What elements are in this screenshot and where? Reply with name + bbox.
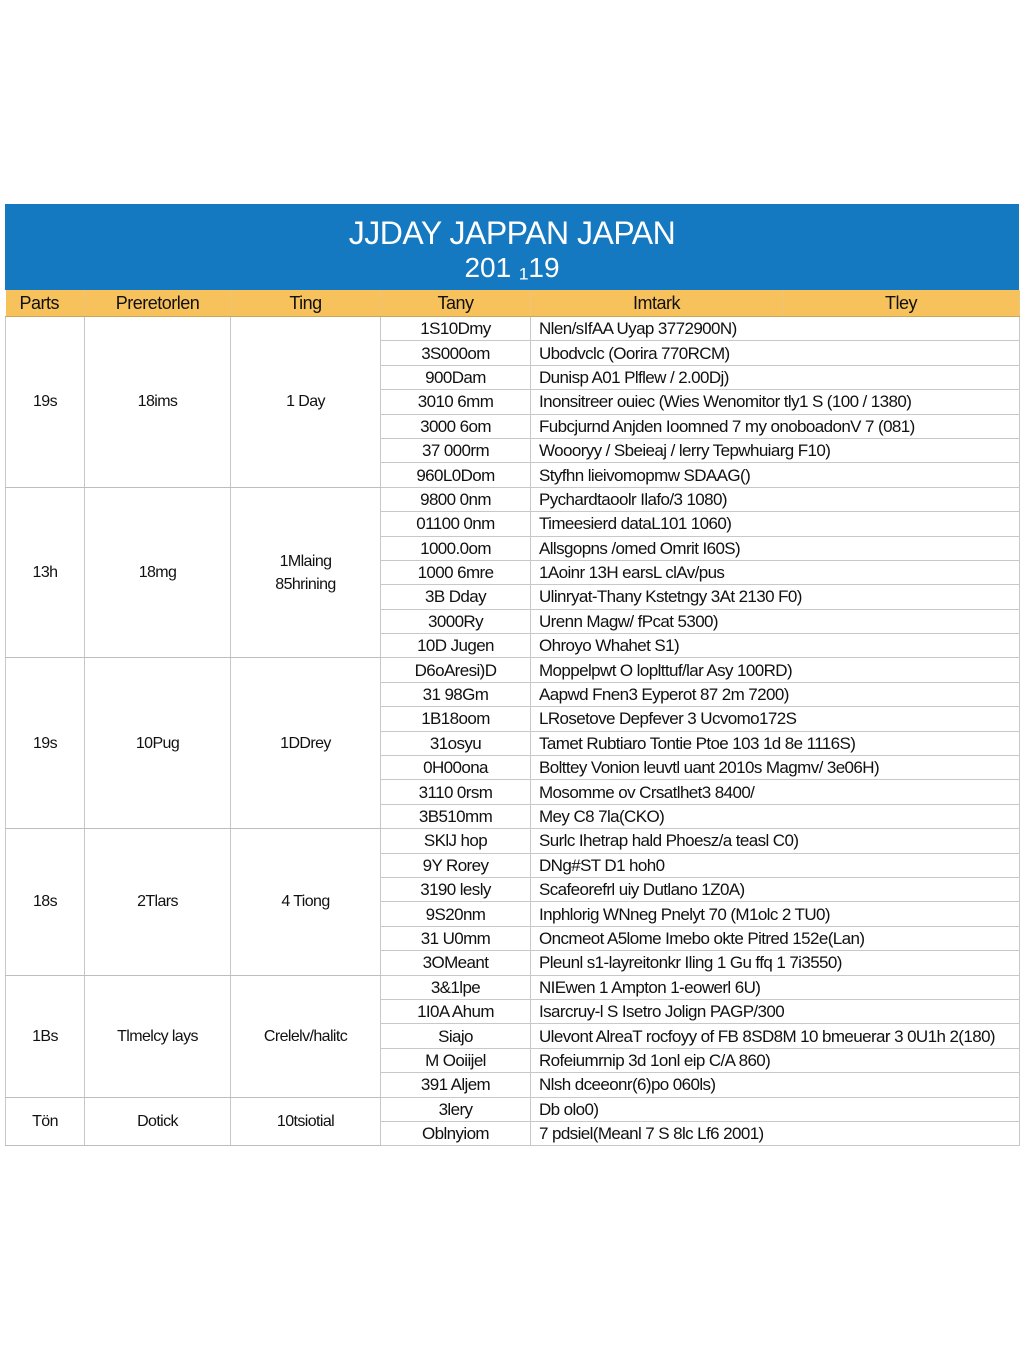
group-ting-line: 10tsiotial — [276, 1112, 335, 1130]
info-cell: Timeesierd dataL101 1060) — [531, 512, 1020, 536]
info-cell: Woooryy / Sbeieaj / lerry Tepwhuiarg F10) — [531, 438, 1020, 462]
info-cell: Pleunl s1-layreitonkr Iling 1 Gu ffq 1 7i3550) — [531, 951, 1020, 975]
time-cell: 31osyu — [381, 731, 531, 755]
time-cell: 1B18oom — [381, 707, 531, 731]
time-cell: 9S20nm — [381, 902, 531, 926]
time-cell: 31 U0mm — [381, 926, 531, 950]
table-row — [6, 658, 1020, 682]
table-body — [6, 317, 1020, 1146]
time-cell: 3000 6om — [381, 414, 531, 438]
info-cell: NIEwen 1 Ampton 1-eowerl 6U) — [531, 975, 1020, 999]
group-part-cell: Tön — [6, 1097, 85, 1146]
time-cell: 37 000rm — [381, 438, 531, 462]
time-cell: Oblnyiom — [381, 1121, 531, 1145]
time-cell: 3B Dday — [381, 585, 531, 609]
table-row — [6, 1097, 1020, 1121]
table-header-row — [6, 290, 1020, 317]
info-cell: Fubcjurnd Anjden Ioomned 7 my onoboadonV 7 (081) — [531, 414, 1020, 438]
time-cell: 9Y Rorey — [381, 853, 531, 877]
table-row — [6, 487, 1020, 511]
time-cell: 3000Ry — [381, 609, 531, 633]
info-cell: Styfhn lieivomopmw SDAAG() — [531, 463, 1020, 487]
info-cell: DNg#ST D1 hoh0 — [531, 853, 1020, 877]
time-cell: 3110 0rsm — [381, 780, 531, 804]
time-cell: 9800 0nm — [381, 487, 531, 511]
info-cell: Ulevont AlreaT rocfoyy of FB 8SD8M 10 bmeuerar 3 0U1h 2(180) — [531, 1024, 1020, 1048]
time-cell: 3&1lpe — [381, 975, 531, 999]
group-ting-cell — [231, 317, 381, 488]
group-part-cell: 18s — [6, 829, 85, 975]
time-cell: D6oAresi)D — [381, 658, 531, 682]
time-cell: 3010 6mm — [381, 390, 531, 414]
group-ting-line: 4 Tiong — [281, 893, 330, 911]
schedule-table — [5, 290, 1020, 1146]
info-cell: Isarcruy-l S Isetro Jolign PAGP/300 — [531, 999, 1020, 1023]
time-cell: SKlJ hop — [381, 829, 531, 853]
time-cell: 3B510mm — [381, 804, 531, 828]
info-cell: Aapwd Fnen3 Eyperot 87 2m 7200) — [531, 682, 1020, 706]
group-ting-cell — [231, 658, 381, 829]
time-cell: 1000.0om — [381, 536, 531, 560]
group-part-cell: 13h — [6, 487, 85, 658]
info-cell: Rofeiumrnip 3d 1onl eip C/A 860) — [531, 1048, 1020, 1072]
group-plan-cell: 2Tlars — [85, 829, 231, 975]
table-row — [6, 829, 1020, 853]
table-row — [6, 975, 1020, 999]
page-year: 201 ₁19 — [464, 252, 560, 283]
info-cell: Ohroyo Whahet S1) — [531, 634, 1020, 658]
info-cell: Inphlorig WNneg Pnelyt 70 (M1olc 2 TU0) — [531, 902, 1020, 926]
table-row — [6, 317, 1020, 341]
page-title: JJDAY JAPPAN JAPAN — [348, 215, 676, 251]
info-cell: Tamet Rubtiaro Tontie Ptoe 103 1d 8e 1116S) — [531, 731, 1020, 755]
column-header-tley: Tley — [783, 290, 1020, 317]
info-cell: Oncmeot A5lome Imebo okte Pitred 152e(Lan) — [531, 926, 1020, 950]
group-plan-cell: Tlmelcy lays — [85, 975, 231, 1097]
info-cell: Mey C8 7la(CKO) — [531, 804, 1020, 828]
time-cell: 3OMeant — [381, 951, 531, 975]
group-plan-cell: 18mg — [85, 487, 231, 658]
group-ting-line: 85hrining — [275, 575, 336, 593]
info-cell: Allsgopns /omed Omrit I60S) — [531, 536, 1020, 560]
group-ting-line: 1Mlaing — [279, 552, 332, 570]
info-cell: Inonsitreer ouiec (Wies Wenomitor tly1 S (100 / 1380) — [531, 390, 1020, 414]
time-cell: 1000 6mre — [381, 560, 531, 584]
group-part-cell: 19s — [6, 317, 85, 488]
info-cell: Ubodvclc (Oorira 770RCM) — [531, 341, 1020, 365]
info-cell: Mosomme ov Crsatlhet3 8400/ — [531, 780, 1020, 804]
group-ting-line: Crelelv/halitc — [263, 1027, 348, 1045]
info-cell: Surlc Ihetrap hald Phoesz/a teasl C0) — [531, 829, 1020, 853]
time-cell: 900Dam — [381, 365, 531, 389]
group-ting-line: 1 Day — [286, 393, 325, 411]
group-ting-cell — [231, 1097, 381, 1146]
info-cell: LRosetove Depfever 3 Ucvomo172S — [531, 707, 1020, 731]
info-cell: Bolttey Vonion leuvtl uant 2010s Magmv/ 3e06H) — [531, 756, 1020, 780]
group-ting-cell — [231, 975, 381, 1097]
info-cell: Moppelpwt O loplttuf/lar Asy 100RD) — [531, 658, 1020, 682]
column-header-info: Imtark — [531, 290, 783, 317]
group-part-cell: 19s — [6, 658, 85, 829]
time-cell: 391 Aljem — [381, 1073, 531, 1097]
time-cell: 3lery — [381, 1097, 531, 1121]
info-cell: Db olo0) — [531, 1097, 1020, 1121]
column-header-parts: Parts — [6, 290, 85, 317]
schedule-document — [5, 204, 1019, 1146]
group-plan-cell: Dotick — [85, 1097, 231, 1146]
group-ting-cell — [231, 829, 381, 975]
column-header-ting: Ting — [231, 290, 381, 317]
title-banner — [5, 204, 1019, 290]
group-ting-cell — [231, 487, 381, 658]
column-header-time: Tany — [381, 290, 531, 317]
time-cell: 3190 lesly — [381, 877, 531, 901]
time-cell: 0H00ona — [381, 756, 531, 780]
time-cell: 1S10Dmy — [381, 317, 531, 341]
info-cell: Dunisp A01 Plflew / 2.00Dj) — [531, 365, 1020, 389]
info-cell: Urenn Magw/ fPcat 5300) — [531, 609, 1020, 633]
time-cell: 3S000om — [381, 341, 531, 365]
column-header-plan: Preretorlen — [85, 290, 231, 317]
time-cell: M Ooiijel — [381, 1048, 531, 1072]
group-plan-cell: 18ims — [85, 317, 231, 488]
group-ting-line: 1DDrey — [280, 734, 331, 752]
time-cell: 1I0A Ahum — [381, 999, 531, 1023]
info-cell: 1Aoinr 13H earsL clAv/pus — [531, 560, 1020, 584]
time-cell: 960L0Dom — [381, 463, 531, 487]
info-cell: Ulinryat-Thany Kstetngy 3At 2130 F0) — [531, 585, 1020, 609]
time-cell: Siajo — [381, 1024, 531, 1048]
group-part-cell: 1Bs — [6, 975, 85, 1097]
time-cell: 01100 0nm — [381, 512, 531, 536]
info-cell: Nlsh dceeonr(6)po 060ls) — [531, 1073, 1020, 1097]
info-cell: Pychardtaoolr Ilafo/3 1080) — [531, 487, 1020, 511]
group-plan-cell: 10Pug — [85, 658, 231, 829]
time-cell: 31 98Gm — [381, 682, 531, 706]
info-cell: Scafeorefrl uiy Dutlano 1Z0A) — [531, 877, 1020, 901]
time-cell: 10D Jugen — [381, 634, 531, 658]
info-cell: Nlen/sIfAA Uyap 3772900N) — [531, 317, 1020, 341]
info-cell: 7 pdsiel(Meanl 7 S 8lc Lf6 2001) — [531, 1121, 1020, 1145]
